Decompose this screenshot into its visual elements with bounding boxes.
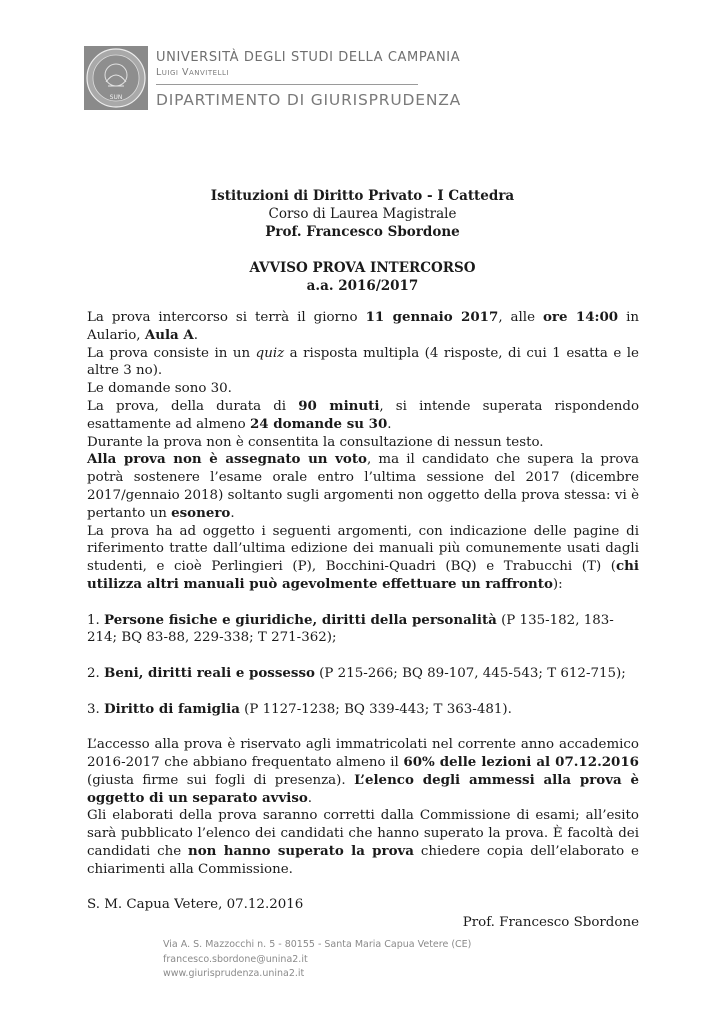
header-divider (156, 84, 418, 85)
paragraph-grading: Gli elaborati della prova saranno corretti dalla Commissione di esami; all’esito sarà pubblicato l’elenco dei candidati che hanno superato la prova. È facoltà dei candidati che non hanno superato la prova chiedere copia dell’elaborato e chiarimenti alla Commissione. (87, 808, 639, 877)
signature: Prof. Francesco Sbordone (462, 915, 639, 931)
paragraph-duration: La prova, della durata di 90 minuti, si intende superata rispondendo esattamente ad almeno 24 domande su 30. (87, 397, 640, 432)
paragraph-format: La prova consiste in un quiz a risposta multipla (4 risposte, di cui 1 esatta e le altre 3 no). (87, 345, 639, 379)
university-subtitle: Luigi Vanvitelli (156, 67, 229, 78)
footer-address: Via A. S. Mazzocchi n. 5 - 80155 - Santa Maria Capua Vetere (CE) (163, 939, 472, 950)
notice-body (87, 309, 639, 932)
footer-email[interactable]: francesco.sbordone@unina2.it (163, 953, 308, 965)
course-title: Istituzioni di Diritto Privato - I Cattedra (210, 188, 515, 204)
university-seal-logo (84, 46, 148, 110)
topic-item-2: 2. Beni, diritti reali e possesso (P 215-266; BQ 89-107, 445-543; T 612-715); (87, 664, 626, 681)
place-date: S. M. Capua Vetere, 07.12.2016 (87, 897, 304, 913)
paragraph-question-count: Le domande sono 30. (87, 381, 232, 397)
paragraph-exemption: Alla prova non è assegnato un voto, ma il candidato che supera la prova potrà sostenere l’esame orale entro l’ultima sessione del 2017 (dicembre 2017/gennaio 2018) soltanto sugli argomenti non oggetto della prova stessa: vi è pertanto un esonero. (87, 451, 639, 521)
svg-text:SUN: SUN (109, 94, 123, 101)
professor-name: Prof. Francesco Sbordone (265, 224, 460, 240)
paragraph-no-texts: Durante la prova non è consentita la consultazione di nessun testo. (87, 434, 544, 450)
academic-year: a.a. 2016/2017 (306, 278, 419, 294)
footer-website[interactable]: www.giurisprudenza.unina2.it (163, 968, 305, 979)
notice-title: AVVISO PROVA INTERCORSO (249, 260, 476, 276)
topic-item-1: 1. Persone fisiche e giuridiche, diritti della personalità (P 135-182, 183-214; BQ 83-88, 229-338; T 271-362); (87, 611, 614, 646)
department-name: DIPARTIMENTO DI GIURISPRUDENZA (156, 91, 462, 109)
paragraph-topics-intro: La prova ha ad oggetto i seguenti argomenti, con indicazione delle pagine di riferimento tratte dall’ultima edizione dei manuali più comunemente usati dagli studenti, e cioè Perlingieri (P), Bocchini-Quadri (BQ) e Trabucchi (T) (chi utilizza altri manuali può agevolmente effettuare un raffronto): (87, 523, 639, 592)
footer (163, 938, 471, 982)
degree-name: Corso di Laurea Magistrale (268, 206, 457, 222)
paragraph-date-time: La prova intercorso si terrà il giorno 11 gennaio 2017, alle ore 14:00 in Aulario, Aula A. (87, 309, 639, 343)
university-name: UNIVERSITÀ DEGLI STUDI DELLA CAMPANIA (156, 50, 461, 65)
paragraph-admission: L’accesso alla prova è riservato agli immatricolati nel corrente anno accademico 2016-2017 che abbiano frequentato almeno il 60% delle lezioni al 07.12.2016 (giusta firme sui fogli di presenza). L’elenco degli ammessi alla prova è oggetto di un separato avviso. (87, 737, 640, 806)
topic-item-3: 3. Diritto di famiglia (P 1127-1238; BQ 339-443; T 363-481). (87, 700, 512, 717)
